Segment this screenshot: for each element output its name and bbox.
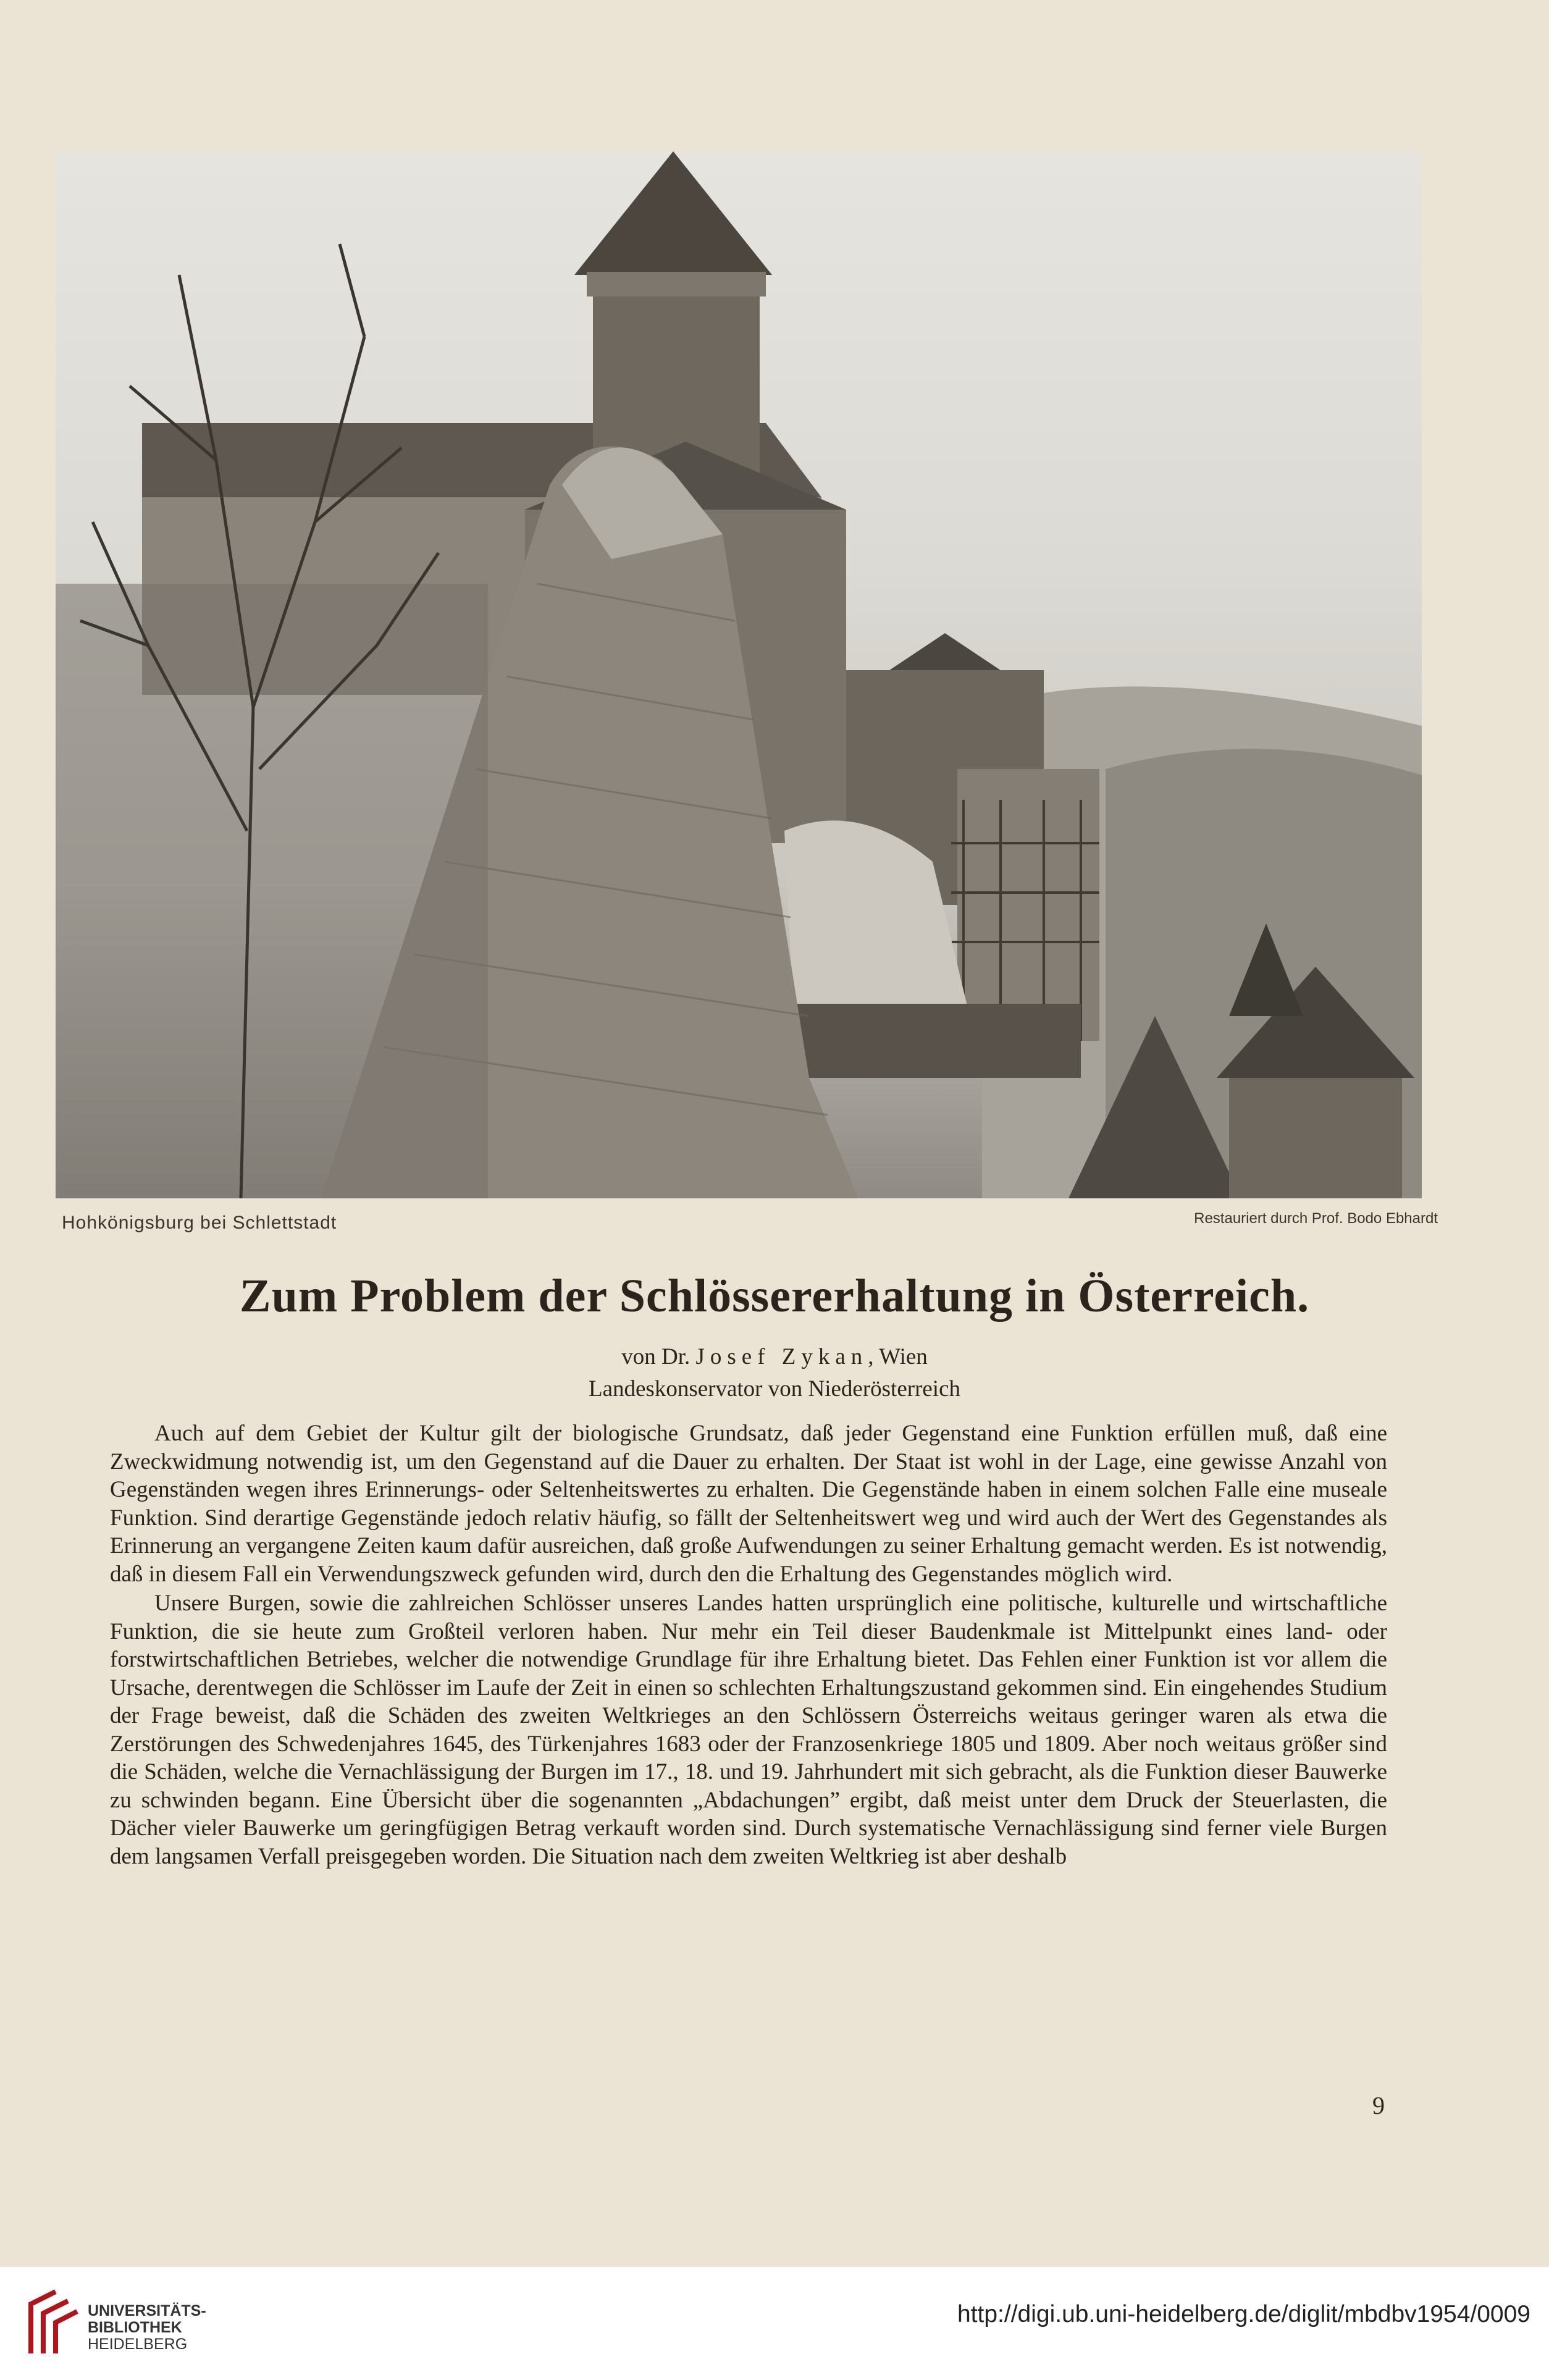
author-name: Josef Zykan — [695, 1344, 868, 1369]
library-logo-text — [88, 2303, 206, 2353]
byline-suffix: , Wien — [868, 1344, 928, 1369]
logo-line-1: UNIVERSITÄTS- — [88, 2302, 206, 2319]
photo-caption-location: Hohkönigsburg bei Schlettstadt — [62, 1213, 337, 1233]
library-logo-icon — [19, 2285, 80, 2360]
logo-line-3: HEIDELBERG — [88, 2336, 188, 2353]
source-url-link[interactable]: http://digi.ub.uni-heidelberg.de/diglit/mbdbv1954/0009 — [957, 2301, 1530, 2327]
page-number: 9 — [1372, 2092, 1385, 2119]
byline — [0, 1343, 1549, 1370]
photo-caption-credit: Restauriert durch Prof. Bodo Ebhardt — [1194, 1210, 1438, 1227]
castle-photograph — [56, 151, 1422, 1198]
article-title: Zum Problem der Schlössererhaltung in Österreich. — [239, 1270, 1310, 1322]
digitization-footer — [0, 2267, 1549, 2380]
paragraph: Unsere Burgen, sowie die zahlreichen Schlösser unseres Landes hatten ursprünglich eine politische, kulturelle und wirtschaftliche Funktion, die sie heute zum Großteil verloren haben. Nur mehr ein Teil dieser Baudenkmale ist Mittelpunkt eines land- oder forstwirtschaftlichen Betriebes, welcher die notwendige Grundlage für ihre Erhaltung bietet. Das Fehlen einer Funktion ist vor allem die Ursache, derentwegen die Schlösser im Laufe der Zeit in einen so schlechten Erhaltungszustand gekommen sind. Ein eingehendes Studium der Frage beweist, daß die Schäden des zweiten Weltkrieges an den Schlössern Österreichs weitaus geringer waren als etwa die Zerstörungen des Schwedenjahres 1645, des Türkenjahres 1683 oder der Franzosenkriege 1805 und 1809. Aber noch weitaus größer sind die Schäden, welche die Vernachlässigung der Burgen im 17., 18. und 19. Jahrhundert mit sich gebracht, als die Funktion dieser Bauwerke zu schwinden begann. Eine Übersicht über die sogenannten „Abdachungen” ergibt, daß meist unter dem Druck der Steuerlasten, die Dächer vieler Bauwerke um geringfügigen Betrag verkauft worden sind. Durch systematische Vernachlässigung sind ferner viele Burgen dem langsamen Verfall preisgegeben worden. Die Situation nach dem zweiten Weltkrieg ist aber deshalb — [110, 1591, 1387, 1869]
logo-line-2: BIBLIOTHEK — [88, 2319, 182, 2336]
paragraph: Auch auf dem Gebiet der Kultur gilt der biologische Grundsatz, daß jeder Gegenstand eine Funktion erfüllen muß, daß eine Zweckwidmung notwendig ist, um den Gegenstand auf die Dauer zu erhalten. Der Staat ist wohl in der Lage, eine gewisse Anzahl von Gegenständen wegen ihres Erinnerungs- oder Seltenheitswertes zu erhalten. Die Gegenstände haben in einem solchen Falle eine museale Funktion. Sind derartige Gegenstände jedoch relativ häufig, so fällt der Seltenheitswert weg und wird auch der Wert des Gegenstandes als Erinnerung an vergangene Zeiten kaum dafür ausreichen, daß große Aufwendungen zu seiner Erhaltung gemacht werden. Es ist notwendig, daß in diesem Fall ein Verwendungszweck gefunden wird, durch den die Erhaltung des Gegenstandes möglich wird. — [110, 1421, 1387, 1587]
article-body — [110, 1419, 1387, 1870]
author-role: Landeskonservator von Niederösterreich — [588, 1376, 961, 1402]
castle-photo-illustration — [56, 151, 1422, 1198]
byline-prefix: von Dr. — [621, 1344, 691, 1369]
